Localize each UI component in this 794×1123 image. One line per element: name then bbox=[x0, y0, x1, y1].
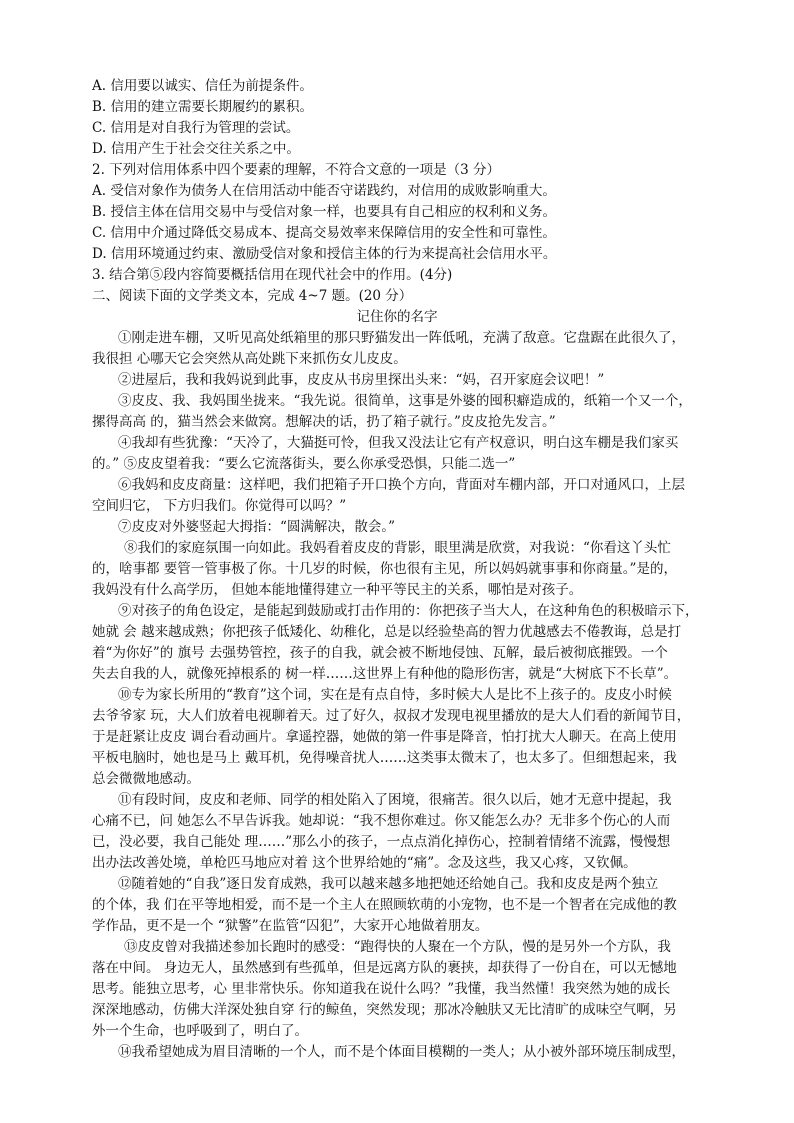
text-line: ⑨对孩子的角色设定，是能起到鼓励或打击作用的：你把孩子当大人，在这种角色的积极暗示下， bbox=[118, 603, 699, 619]
text-line: ③皮皮、我、我妈围坐拢来。“我先说。很简单，这事是外婆的囤积癖造成的，纸箱一个又一个， bbox=[118, 393, 692, 409]
text-line: 摞得高高 的，猫当然会来做窝。想解决的话，扔了箱子就行。”皮皮抢先发言。” bbox=[92, 414, 556, 430]
text-line: 平板电脑时，她也是马上 戴耳机，免得噪音扰人……这类事太微末了，也太多了。但细想起来，我 bbox=[92, 750, 677, 766]
text-line: 的个体，我 们在平等地相爱，而不是一个主人在照顾软萌的小宠物，也不是一个智者在完成他的教 bbox=[92, 897, 677, 913]
section-heading: 二、阅读下面的文学类文本，完成 4~7 题。(20 分） bbox=[92, 288, 413, 304]
text-line: 着“为你好”的 旗号 去强势管控，孩子的自我，就会被不断地侵蚀、瓦解，最后被彻底摧毁。一个 bbox=[92, 645, 668, 661]
text-line: 空间归它， 下方归我们。你觉得可以吗？” bbox=[92, 498, 347, 514]
text-line: 思考。能独立思考，心 里非常快乐。你知道我在说什么吗？”我懂，我当然懂！我突然为她的成长 bbox=[92, 981, 671, 997]
text-line: 学作品，更不是一个 “狱警”在监管“囚犯”，大家开心地做着朋友。 bbox=[92, 918, 489, 934]
text-line: ⑫随着她的“自我”逐日发育成熟，我可以越来越多地把她还给她自己。我和皮皮是两个独立 bbox=[118, 876, 659, 892]
text-line: 失去自我的人，就像死掉根系的 树一样……这世界上有种他的隐形伤害，就是“大树底下不长草”。 bbox=[92, 666, 678, 682]
story-title: 记住你的名字 bbox=[356, 309, 438, 325]
text-line: 已，没必要，我自己能处 理……”那么小的孩子，一点点消化掉伤心，控制着情绪不流露，慢慢想 bbox=[92, 834, 671, 850]
text-line: 总会微微地感动。 bbox=[92, 771, 200, 787]
option-2c: C. 信用中介通过降低交易成本、提高交易效率来保障信用的安全性和可靠性。 bbox=[92, 225, 556, 241]
option-2d: D. 信用环境通过约束、激励受信对象和授信主体的行为来提高社会信用水平。 bbox=[92, 246, 557, 262]
text-line: ①刚走进车棚，又听见高处纸箱里的那只野猫发出一阵低吼，充满了敌意。它盘踞在此很久了， bbox=[118, 330, 685, 346]
text-line: 于是赶紧让皮皮 调台看动画片。拿遥控器，她做的第一件事是降音，怕打扰大人聊天。在高上使用 bbox=[92, 729, 677, 745]
text-line: 深深地感动，仿佛大洋深处独自穿 行的鲸鱼，突然发现；那冰冷触肤又无比清旷的成味空气啊，另 bbox=[92, 1002, 677, 1018]
option-1d: D. 信用产生于社会交往关系之中。 bbox=[92, 141, 300, 157]
text-line: ⑭我希望她成为眉目清晰的一个人，而不是个体面目模糊的一类人；从小被外部环境压制成型， bbox=[118, 1044, 685, 1060]
text-line: ⑬皮皮曾对我描述参加长跑时的感受：“跑得快的人聚在一个方队，慢的是另外一个方队，我 bbox=[124, 939, 671, 955]
text-line: ⑩专为家长所用的“教育”这个词，实在是有点自恃，多时候大人是比不上孩子的。皮皮小时候 bbox=[118, 687, 672, 703]
question-3: 3. 结合第⑤段内容简要概括信用在现代社会中的作用。(4分) bbox=[92, 267, 453, 283]
text-line: 我很担 心哪天它会突然从高处跳下来抓伤女儿皮皮。 bbox=[92, 351, 407, 367]
text-line: 的。” ⑤皮皮望着我：“要么它流落街头，要么你承受恐惧，只能二选一” bbox=[92, 456, 516, 472]
text-line: 她就 会 越来越成熟；你把孩子低矮化、幼稚化，总是以经验垫高的智力优越感去不倦教诲，总是打 bbox=[92, 624, 682, 640]
text-line: ⑧我们的家庭氛围一向如此。我妈看着皮皮的背影，眼里满是欣赏，对我说：“你看这丫头忙 bbox=[124, 540, 671, 556]
text-line: 的，啥事都 要管一管事极了你。十几岁的时候，你也很有主见，所以妈妈就事事和你商量。”是的， bbox=[92, 561, 677, 577]
option-1a: A. 信用要以诚实、信任为前提条件。 bbox=[92, 78, 313, 94]
text-line: ⑦皮皮对外婆竖起大拇指：“圆满解决，散会。” bbox=[118, 519, 396, 535]
text-line: ⑥我妈和皮皮商量：这样吧，我们把箱子开口换个方向，背面对车棚内部，开口对通风口，上层 bbox=[118, 477, 685, 493]
text-line: 外一个生命，也呼吸到了，明白了。 bbox=[92, 1023, 308, 1039]
text-line: 去爷爷家 玩，大人们放着电视聊着天。过了好久，叔叔才发现电视里播放的是大人们看的新闻节目， bbox=[92, 708, 691, 724]
text-line: ⑪有段时间，皮皮和老师、同学的相处陷入了困境，很痛苦。很久以后，她才无意中提起，我 bbox=[118, 792, 672, 808]
text-line: 落在中间。 身边无人，虽然感到有些孤单，但是远离方队的裹挟，却获得了一份自在，可以无憾地 bbox=[92, 960, 677, 976]
text-line: ④我却有些犹豫：“天冷了，大猫挺可怜，但我又没法让它有产权意识，明白这车棚是我们家买 bbox=[118, 435, 679, 451]
option-1b: B. 信用的建立需要长期履约的累积。 bbox=[92, 99, 314, 115]
option-1c: C. 信用是对自我行为管理的尝试。 bbox=[92, 120, 300, 136]
text-line: ②进屋后，我和我妈说到此事，皮皮从书房里探出头来：“妈，召开家庭会议吧！” bbox=[118, 372, 605, 388]
question-2: 2. 下列对信用体系中四个要素的理解，不符合文意的一项是（3 分） bbox=[92, 162, 501, 178]
option-2a: A. 受信对象作为债务人在信用活动中能否守诺践约，对信用的成败影响重大。 bbox=[92, 183, 556, 199]
option-2b: B. 授信主体在信用交易中与受信对象一样，也要具有自己相应的权利和义务。 bbox=[92, 204, 557, 220]
text-line: 我妈没有什么高学历， 但她本能地懂得建立一种平等民主的关系，哪怕是对孩子。 bbox=[92, 582, 583, 598]
text-line: 出办法改善处境，单枪匹马地应对着 这个世界给她的“痛”。念及这些，我又心疼，又钦佩。 bbox=[92, 855, 637, 871]
text-line: 心痛不已，问 她怎么不早告诉我。她却说：“我不想你难过。你又能怎么办？无非多个伤心的人而 bbox=[92, 813, 671, 829]
